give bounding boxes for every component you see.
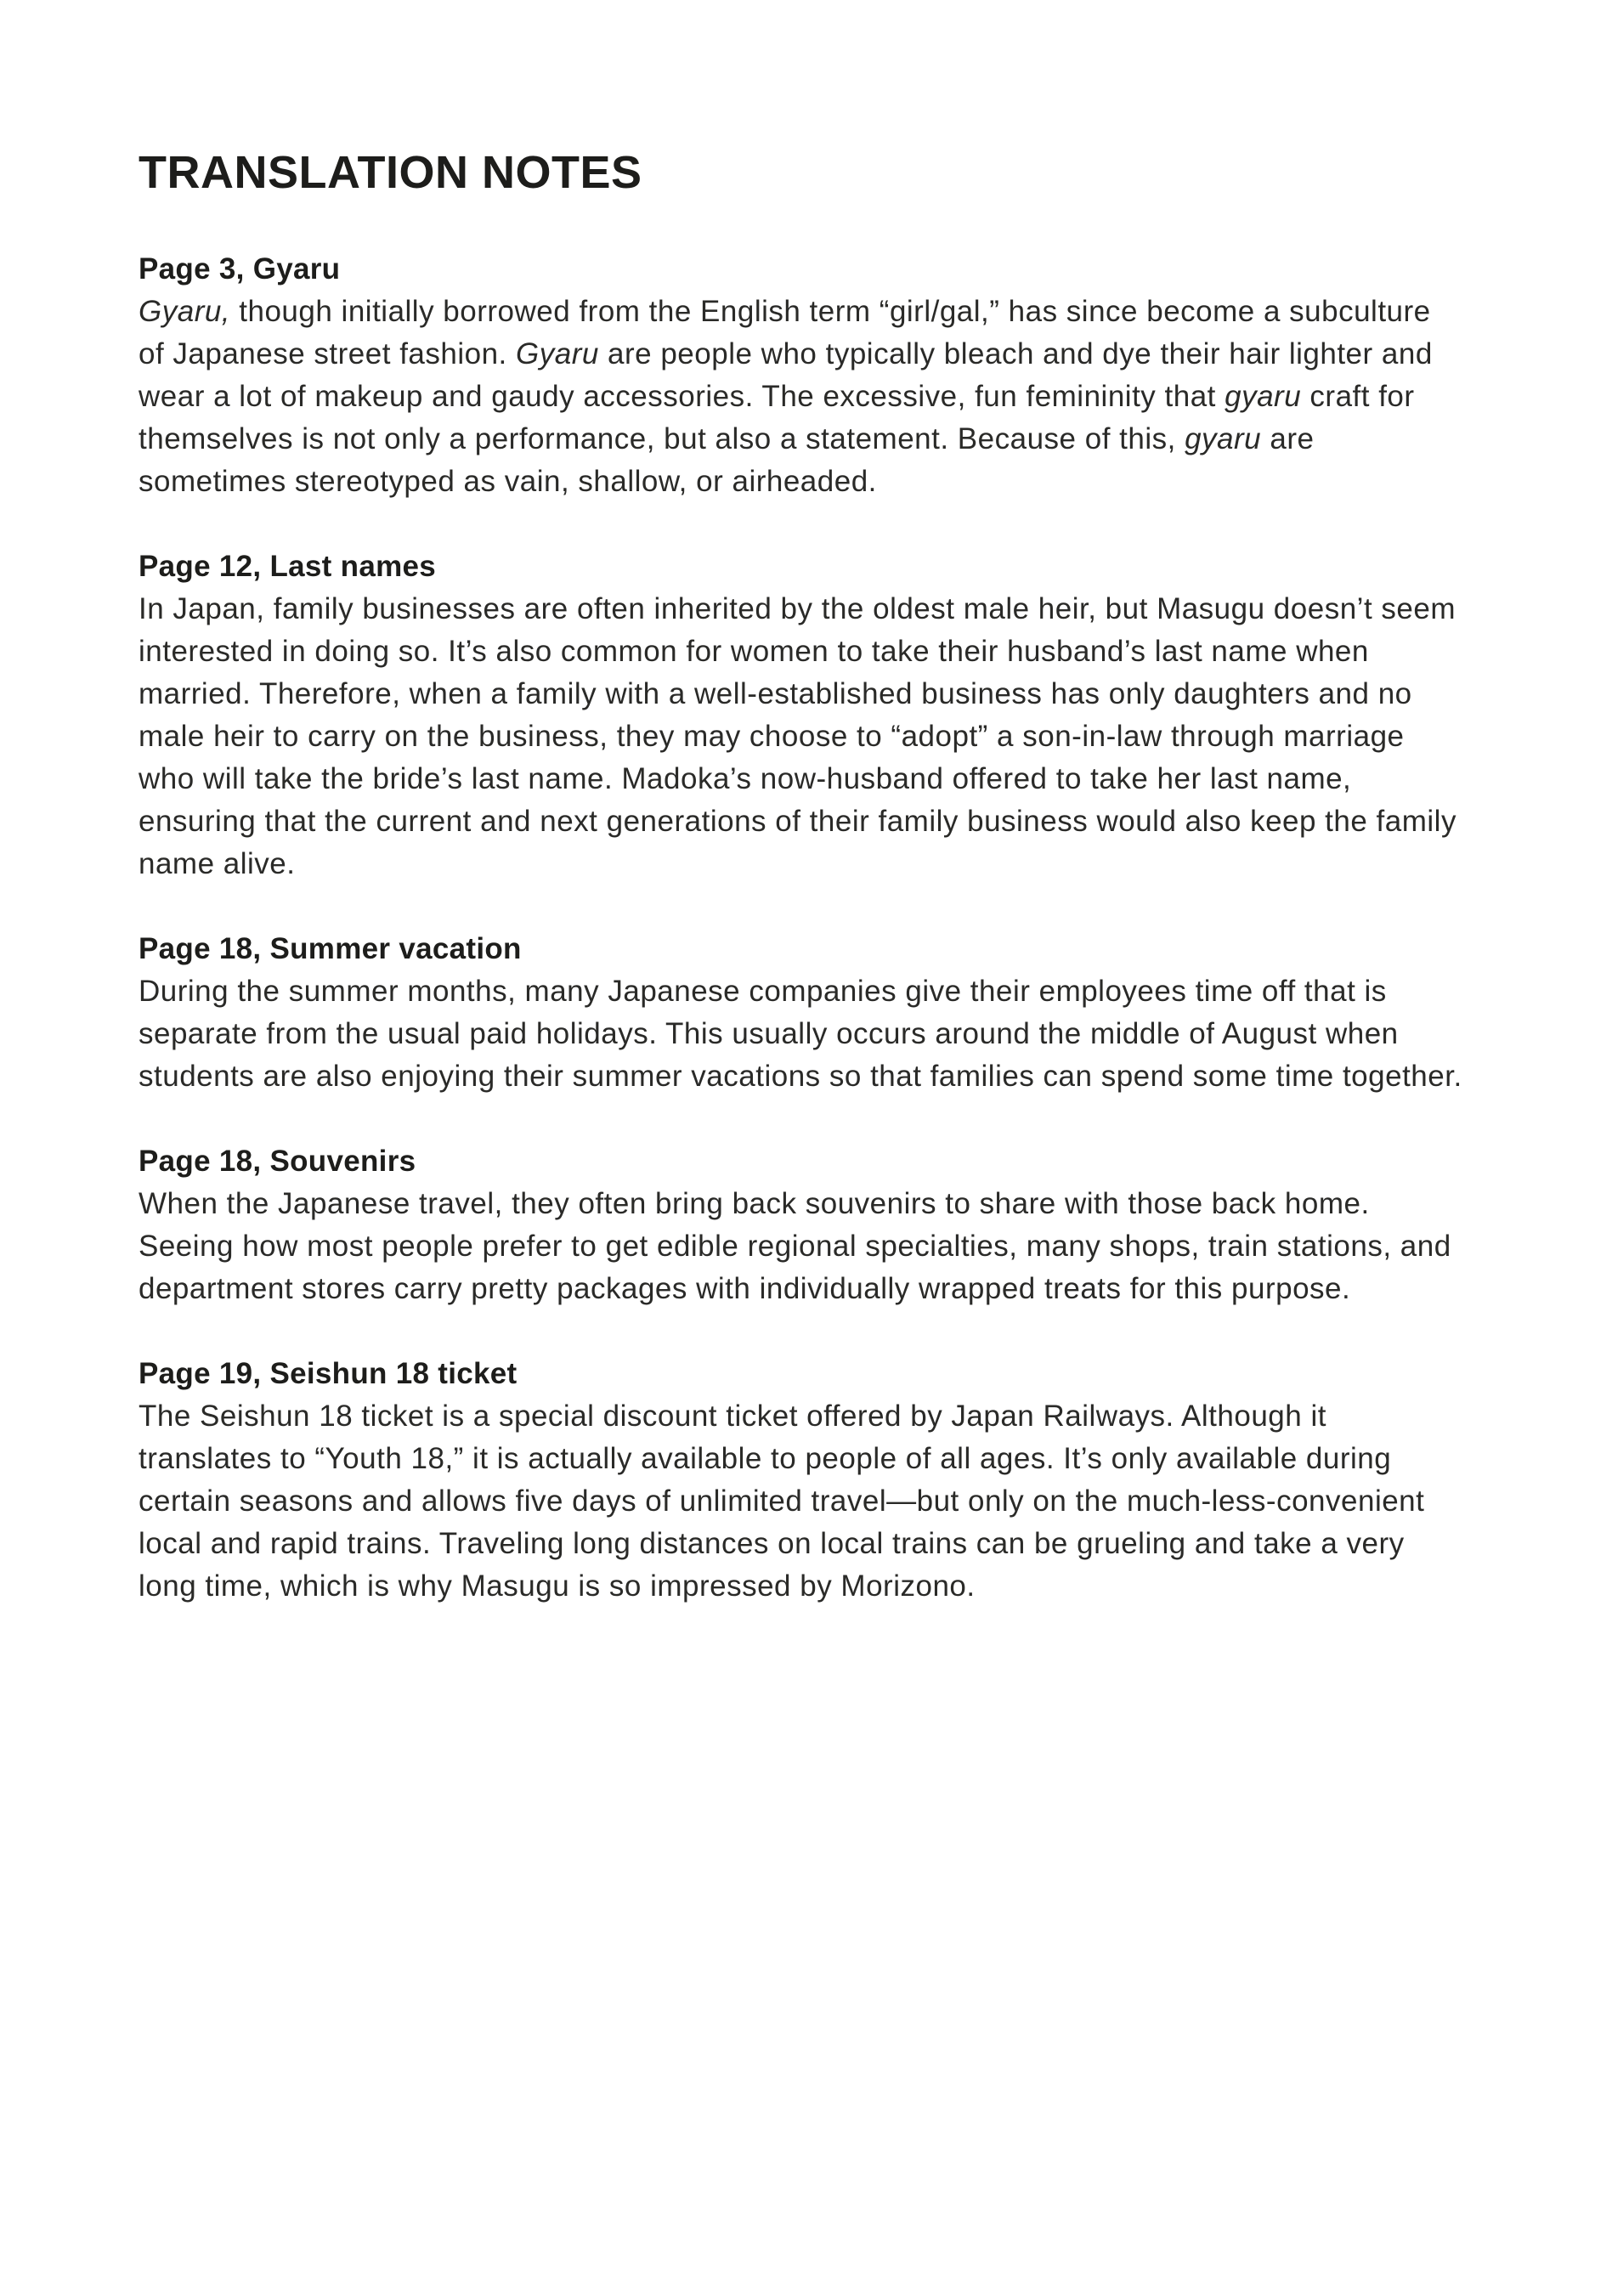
text-run: During the summer months, many Japanese companies give their employees time off that is separate from the usual paid holidays. This usually occurs around the middle of August when students are also enjoying their summer vacations so that families can spend some time together. bbox=[139, 975, 1462, 1093]
note-body bbox=[139, 1395, 1464, 1608]
note-section-summer-vacation bbox=[139, 928, 1464, 1098]
note-heading: Page 12, Last names bbox=[139, 550, 437, 583]
text-run: craft for themselves is not only a performance, but also a statement. Because of this, bbox=[139, 380, 1415, 455]
text-run: In Japan, family businesses are often inherited by the oldest male heir, but Masugu doesn’t seem interested in doing so. It’s also common for women to take their husband’s last name when married. Therefore, when a family with a well-established business has only daughters and no male heir to carry on the business, they may choose to “adopt” a son-in-law through marriage who will take the bride’s last name. Madoka’s now-husband offered to take her last name, ensuring that the current and next generations of their family business would also keep the family name alive. bbox=[139, 592, 1456, 880]
page-title: TRANSLATION NOTES bbox=[139, 147, 642, 198]
note-section-gyaru bbox=[139, 248, 1464, 503]
note-body bbox=[139, 588, 1464, 885]
italic-text-run: gyaru bbox=[1225, 380, 1302, 413]
text-run: are people who typically bleach and dye their hair lighter and wear a lot of makeup and gaudy accessories. The excessive, fun femininity that bbox=[139, 337, 1433, 413]
text-run: When the Japanese travel, they often bring back souvenirs to share with those back home. Seeing how most people prefer to get edible regional specialties, many shops, train stations, and department stores carry pretty packages with individually wrapped treats for this purpose. bbox=[139, 1187, 1451, 1305]
note-heading: Page 3, Gyaru bbox=[139, 252, 341, 286]
note-section-seishun-18-ticket bbox=[139, 1353, 1464, 1608]
italic-text-run: gyaru bbox=[1185, 422, 1262, 455]
note-body bbox=[139, 291, 1464, 503]
note-heading: Page 19, Seishun 18 ticket bbox=[139, 1357, 518, 1390]
note-section-souvenirs bbox=[139, 1140, 1464, 1310]
note-heading: Page 18, Summer vacation bbox=[139, 932, 522, 965]
note-section-last-names bbox=[139, 546, 1464, 885]
note-heading: Page 18, Souvenirs bbox=[139, 1145, 416, 1178]
note-body bbox=[139, 1183, 1464, 1310]
text-run: though initially borrowed from the English term “girl/gal,” has since become a subculture of Japanese street fashion. bbox=[139, 295, 1431, 370]
italic-text-run: Gyaru bbox=[516, 337, 599, 370]
italic-text-run: Gyaru, bbox=[139, 295, 231, 328]
note-body bbox=[139, 970, 1464, 1098]
text-run: The Seishun 18 ticket is a special discount ticket offered by Japan Railways. Although it translates to “Youth 18,” it is actually available to people of all ages. It’s only available during certain seasons and allows five days of unlimited travel—but only on the much-less-convenient local and rapid trains. Traveling long distances on local trains can be grueling and take a very long time, which is why Masugu is so impressed by Morizono. bbox=[139, 1400, 1425, 1603]
text-run: are sometimes stereotyped as vain, shallow, or airheaded. bbox=[139, 422, 1315, 498]
